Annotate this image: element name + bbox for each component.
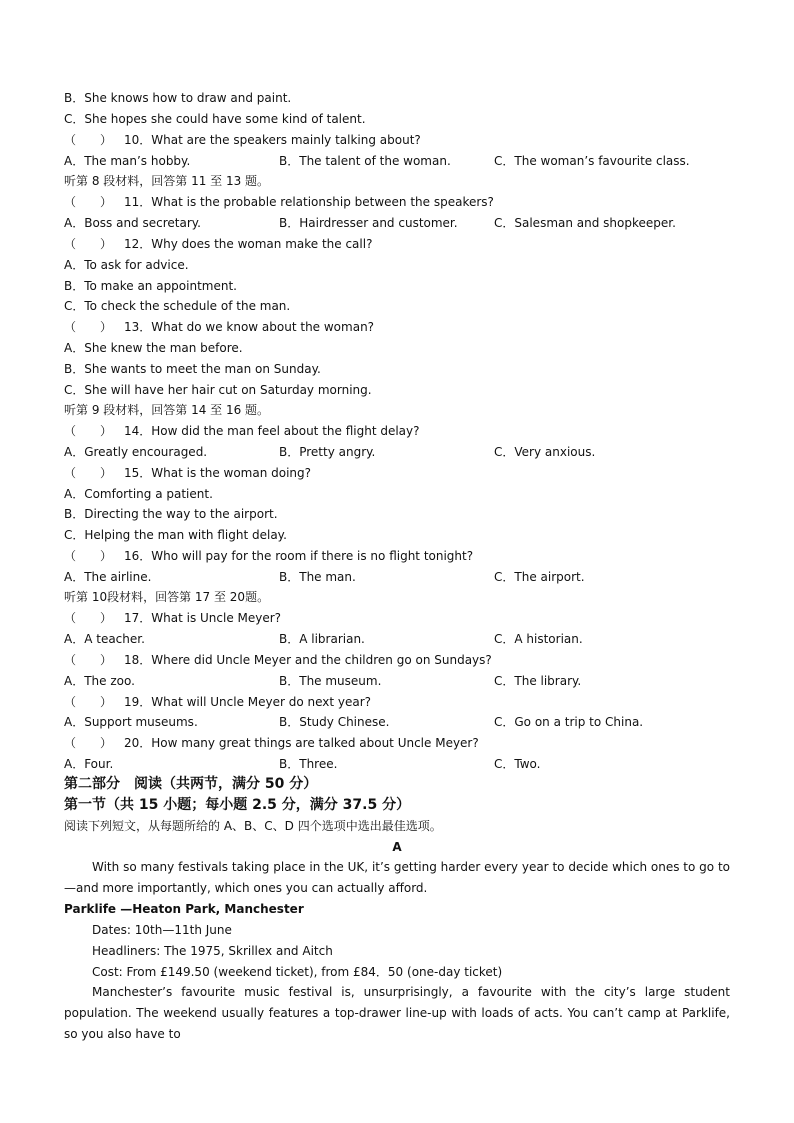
q19-option-c: C．Go on a trip to China. (494, 715, 644, 729)
q16-option-c: C．The airport. (494, 570, 585, 584)
question-10 (64, 133, 421, 147)
answer-blank: （ ） (64, 549, 113, 563)
q18-option-a: A．The zoo. (64, 674, 135, 688)
answer-blank: （ ） (64, 424, 113, 438)
q12-option-c: C．To check the schedule of the man. (64, 299, 291, 313)
answer-blank: （ ） (64, 237, 113, 251)
answer-blank: （ ） (64, 320, 113, 334)
q19-option-b: B．Study Chinese. (279, 715, 390, 729)
q10-option-a: A．The man’s hobby. (64, 154, 191, 168)
question-14 (64, 424, 420, 438)
q17-option-a: A．A teacher. (64, 632, 145, 646)
q16-option-a: A．The airline. (64, 570, 152, 584)
q17-option-c: C．A historian. (494, 632, 583, 646)
answer-blank: （ ） (64, 611, 113, 625)
q18-option-b: B．The museum. (279, 674, 382, 688)
q20-option-a: A．Four. (64, 757, 114, 771)
q11-option-c: C．Salesman and shopkeeper. (494, 216, 676, 230)
question-17 (64, 611, 281, 625)
part-two-title: 第二部分 阅读（共两节，满分 50 分） (64, 776, 318, 792)
q14-options (64, 445, 744, 459)
question-text: 13．What do we know about the woman? (124, 320, 375, 334)
question-text: 16．Who will pay for the room if there is no flight tonight? (124, 549, 474, 563)
q15-option-b: B．Directing the way to the airport. (64, 507, 278, 521)
question-text: 12．Why does the woman make the call? (124, 237, 373, 251)
q10-option-c: C．The woman’s favourite class. (494, 154, 690, 168)
question-13 (64, 320, 374, 334)
q13-option-a: A．She knew the man before. (64, 341, 243, 355)
q11-option-a: A．Boss and secretary. (64, 216, 201, 230)
q11-option-b: B．Hairdresser and customer. (279, 216, 458, 230)
question-12 (64, 237, 372, 251)
q18-option-c: C．The library. (494, 674, 582, 688)
q11-options (64, 216, 744, 230)
section-one-title: 第一节（共 15 小题；每小题 2.5 分，满分 37.5 分） (64, 797, 411, 813)
q13-option-b: B．She wants to meet the man on Sunday. (64, 362, 321, 376)
q18-options (64, 674, 744, 688)
question-18 (64, 653, 492, 667)
question-text: 11．What is the probable relationship between the speakers? (124, 195, 494, 209)
question-20 (64, 736, 479, 750)
question-text: 17．What is Uncle Meyer? (124, 611, 282, 625)
q16-options (64, 570, 744, 584)
question-16 (64, 549, 473, 563)
q10-options (64, 154, 744, 168)
festival-cost: Cost: From £149.50 (weekend ticket), from £84．50 (one-day ticket) (92, 965, 503, 979)
q9-option-b: B．She knows how to draw and paint. (64, 91, 292, 105)
answer-blank: （ ） (64, 195, 113, 209)
q12-option-a: A．To ask for advice. (64, 258, 189, 272)
passage-body: Manchester’s favourite music festival is, unsurprisingly, a favourite with the city’s large student population. The weekend usually features a top-drawer line-up with loads of acts. You can’t camp at Parklife, so you also have to (64, 985, 730, 1041)
passage-label: A (392, 840, 402, 854)
q12-option-b: B．To make an appointment. (64, 279, 237, 293)
q19-options (64, 715, 744, 729)
answer-blank: （ ） (64, 466, 113, 480)
question-15 (64, 466, 311, 480)
q15-option-a: A．Comforting a patient. (64, 487, 213, 501)
festival-headliners: Headliners: The 1975, Skrillex and Aitch (92, 944, 333, 958)
answer-blank: （ ） (64, 653, 113, 667)
q19-option-a: A．Support museums. (64, 715, 198, 729)
section-10-instruction: 听第 10段材料，回答第 17 至 20题。 (64, 590, 270, 604)
q16-option-b: B．The man. (279, 570, 356, 584)
question-11 (64, 195, 494, 209)
question-text: 20．How many great things are talked about Uncle Meyer? (124, 736, 479, 750)
question-text: 14．How did the man feel about the flight delay? (124, 424, 420, 438)
q14-option-b: B．Pretty angry. (279, 445, 376, 459)
q20-option-b: B．Three. (279, 757, 338, 771)
answer-blank: （ ） (64, 736, 113, 750)
q17-option-b: B．A librarian. (279, 632, 365, 646)
q20-option-c: C．Two. (494, 757, 541, 771)
q14-option-a: A．Greatly encouraged. (64, 445, 208, 459)
question-text: 15．What is the woman doing? (124, 466, 312, 480)
section-8-instruction: 听第 8 段材料，回答第 11 至 13 题。 (64, 174, 270, 188)
answer-blank: （ ） (64, 695, 113, 709)
q17-options (64, 632, 744, 646)
festival-title: Parklife —Heaton Park, Manchester (64, 902, 304, 916)
question-19 (64, 695, 371, 709)
q20-options (64, 757, 744, 771)
question-text: 10．What are the speakers mainly talking about? (124, 133, 421, 147)
q10-option-b: B．The talent of the woman. (279, 154, 451, 168)
q9-option-c: C．She hopes she could have some kind of talent. (64, 112, 366, 126)
q14-option-c: C．Very anxious. (494, 445, 596, 459)
passage-intro: With so many festivals taking place in the UK, it’s getting harder every year to decide which ones to go to—and more importantly, which ones you can actually afford. (64, 860, 730, 895)
question-text: 19．What will Uncle Meyer do next year? (124, 695, 372, 709)
section-9-instruction: 听第 9 段材料，回答第 14 至 16 题。 (64, 403, 270, 417)
q13-option-c: C．She will have her hair cut on Saturday morning. (64, 383, 372, 397)
question-text: 18．Where did Uncle Meyer and the children go on Sundays? (124, 653, 492, 667)
reading-instruction: 阅读下列短文，从每题所给的 A、B、C、D 四个选项中选出最佳选项。 (64, 819, 442, 833)
answer-blank: （ ） (64, 133, 113, 147)
festival-dates: Dates: 10th—11th June (92, 923, 232, 937)
q15-option-c: C．Helping the man with flight delay. (64, 528, 287, 542)
